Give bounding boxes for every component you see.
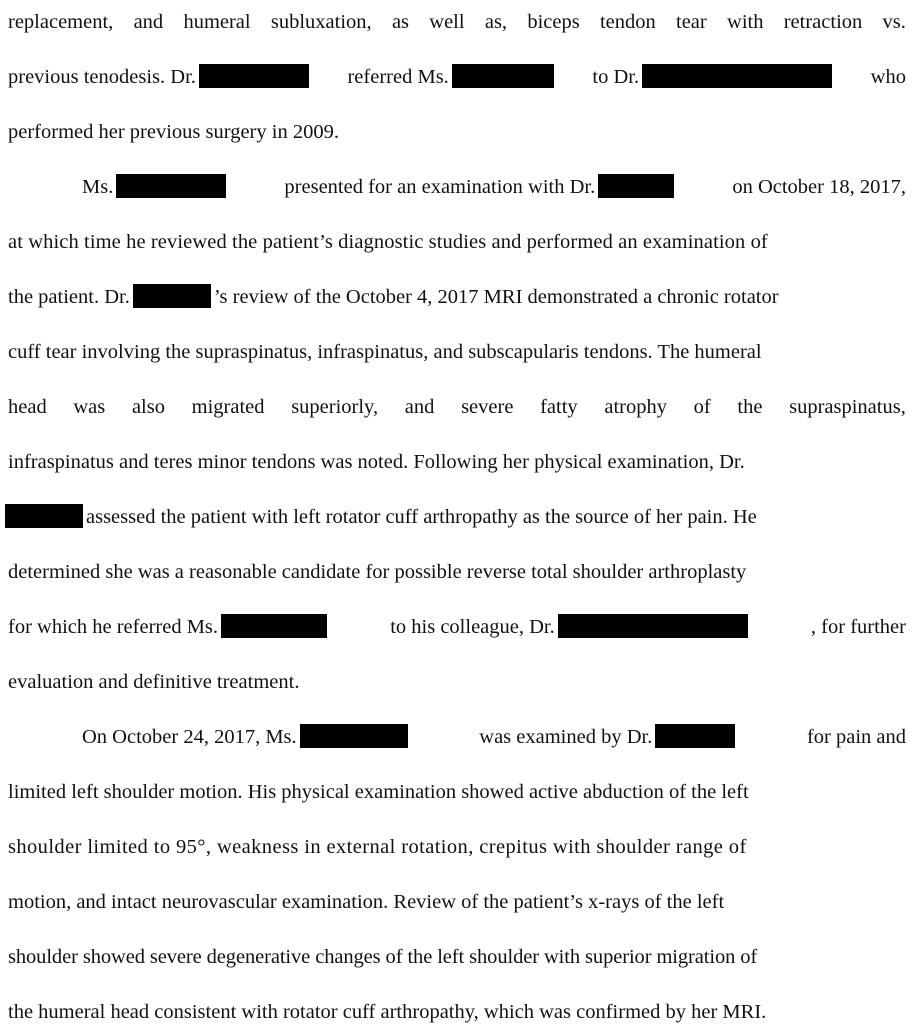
text-line xyxy=(8,62,906,92)
text-fragment: the patient. Dr. xyxy=(8,286,130,308)
text-line: cuff tear involving the supraspinatus, infraspinatus, and subscapularis tendons. The humeral xyxy=(8,341,762,363)
text-line xyxy=(5,502,903,532)
text-line: shoulder limited to 95°, weakness in external rotation, crepitus with shoulder range of xyxy=(8,836,747,858)
text-line: performed her previous surgery in 2009. xyxy=(8,121,339,143)
word: humeral xyxy=(183,11,251,33)
word: migrated xyxy=(191,396,265,418)
text-fragment: presented for an examination with Dr. xyxy=(284,176,596,198)
text-segment xyxy=(592,62,835,92)
word: was xyxy=(73,396,106,418)
redaction-box xyxy=(116,174,226,198)
text-line: infraspinatus and teres minor tendons was noted. Following her physical examination, Dr. xyxy=(8,451,745,473)
text-line: the humeral head consistent with rotator cuff arthropathy, which was confirmed by her MRI. xyxy=(8,1001,767,1023)
text-fragment: to Dr. xyxy=(592,66,640,88)
text-line: evaluation and definitive treatment. xyxy=(8,671,300,693)
redaction-box xyxy=(5,504,83,528)
word: the xyxy=(737,396,763,418)
text-line xyxy=(8,612,906,642)
text-line xyxy=(82,172,906,202)
redaction-box xyxy=(133,284,211,308)
text-fragment: who xyxy=(870,66,906,88)
word: with xyxy=(727,11,764,33)
redaction-box xyxy=(199,64,309,88)
redaction-box xyxy=(300,724,408,748)
word: as, xyxy=(484,11,508,33)
word: supraspinatus, xyxy=(789,396,906,418)
word: tear xyxy=(676,11,707,33)
text-fragment: was examined by Dr. xyxy=(479,726,653,748)
word: as xyxy=(391,11,410,33)
text-line: motion, and intact neurovascular examination. Review of the patient’s x-rays of the left xyxy=(8,891,725,913)
word: retraction xyxy=(783,11,863,33)
redaction-box xyxy=(558,614,748,638)
text-fragment: Ms. xyxy=(82,176,114,198)
redaction-box xyxy=(452,64,554,88)
text-line xyxy=(82,722,906,752)
text-segment xyxy=(390,612,751,642)
word: vs. xyxy=(882,11,906,33)
text-fragment: referred Ms. xyxy=(347,66,449,88)
word: and xyxy=(404,396,435,418)
redaction-box xyxy=(598,174,674,198)
text-fragment: to his colleague, Dr. xyxy=(390,616,555,638)
text-fragment: On October 24, 2017, Ms. xyxy=(82,726,297,748)
word: biceps xyxy=(527,11,580,33)
text-fragment: ’s review of the October 4, 2017 MRI demonstrated a chronic rotator xyxy=(213,286,779,308)
text-line: at which time he reviewed the patient’s diagnostic studies and performed an examination of xyxy=(8,231,768,253)
word: severe xyxy=(461,396,514,418)
word: fatty xyxy=(540,396,578,418)
word: and xyxy=(133,11,164,33)
word: atrophy xyxy=(604,396,667,418)
redaction-box xyxy=(642,64,832,88)
word: of xyxy=(693,396,711,418)
word: well xyxy=(429,11,465,33)
redaction-box xyxy=(655,724,735,748)
text-fragment: for pain and xyxy=(806,726,906,748)
text-fragment: on October 18, 2017, xyxy=(732,176,906,198)
text-segment xyxy=(82,722,411,752)
word: head xyxy=(8,396,47,418)
word: also xyxy=(131,396,165,418)
text-fragment: previous tenodesis. Dr. xyxy=(8,66,196,88)
text-line xyxy=(8,392,906,422)
word: subluxation, xyxy=(270,11,372,33)
word: replacement, xyxy=(8,11,114,33)
text-line: determined she was a reasonable candidate for possible reverse total shoulder arthroplasty xyxy=(8,561,747,583)
text-segment xyxy=(8,612,330,642)
word: superiorly, xyxy=(291,396,379,418)
word: tendon xyxy=(599,11,656,33)
text-line: limited left shoulder motion. His physical examination showed active abduction of the left xyxy=(8,781,749,803)
text-line: shoulder showed severe degenerative changes of the left shoulder with superior migration of xyxy=(8,946,758,968)
redaction-box xyxy=(221,614,327,638)
text-segment xyxy=(82,172,229,202)
text-line xyxy=(8,7,906,37)
text-segment xyxy=(347,62,556,92)
text-segment xyxy=(284,172,677,202)
text-fragment: assessed the patient with left rotator cuff arthropathy as the source of her pain. He xyxy=(86,506,757,528)
text-fragment: for which he referred Ms. xyxy=(8,616,219,638)
text-segment xyxy=(8,62,312,92)
text-segment xyxy=(479,722,738,752)
text-fragment: , for further xyxy=(810,616,906,638)
text-line xyxy=(8,282,906,312)
